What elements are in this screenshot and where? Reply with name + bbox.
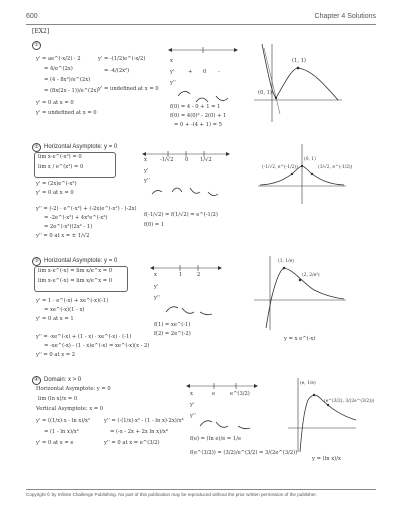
s2-line-1: lim x·e^(-x²) = 0 [38, 154, 82, 160]
s4-line-4: y' = ((1/x)·x - ln x)/x² [36, 418, 91, 424]
s4-graph-label-b: (e^(3/2), 3/(2e^(3/2))) [324, 399, 375, 404]
s2-sign-c2: 0 [185, 157, 189, 163]
s3-line-7: = -xe^(-x) - (1 - x)e^(-x) = xe^(-x)(x - 2) [44, 343, 150, 349]
section-1-number: ① [32, 41, 44, 50]
s1-sign-plus: + [188, 69, 193, 75]
section-3-heading: ③ Horizontal Asymptote: y = 0 [32, 257, 117, 266]
s4-line-1: Horizontal Asymptote: y = 0 [36, 386, 111, 392]
s1-line-5: y' = 0 at x = 0 [36, 100, 74, 106]
s4-sign-c1: e [212, 391, 216, 397]
s2-graph-label-b: (0, 1) [304, 157, 316, 162]
s3-graph-label-b: (2, 2/e²) [302, 273, 320, 278]
s1-sign-ypp: y'' [170, 80, 176, 86]
s4-graph-label-a: (e, 1/e) [300, 381, 316, 386]
s2-graph-label-a: (-1/√2, e^(-1/2)) [262, 165, 298, 170]
s3-sign-ypp: y'' [154, 295, 160, 301]
page-header [26, 12, 376, 25]
s4-sign-chart [186, 380, 258, 440]
s1-table-1: f(0) = 4 - 0 + 1 = 1 [170, 104, 221, 110]
s3-table-1: f(1) = xe^(-1) [154, 322, 191, 328]
s4-line-6: y' = 0 at x = e [36, 440, 74, 446]
s3-line-3: y' = 1 · e^(-x) + xe^(-x)(-1) [36, 298, 109, 304]
exercise-label: [EX2] [32, 28, 50, 35]
s4-graph-caption: y = (ln x)/x [312, 456, 341, 462]
page-number: 600 [26, 13, 38, 20]
s1-graph [254, 44, 344, 124]
s4b-line-3: y'' = 0 at x = e^(3/2) [104, 440, 160, 446]
chapter-title: Chapter 4 Solutions [314, 13, 376, 20]
s2-line-3: y' = (2x)e^(-x²) [36, 181, 77, 187]
s1-sign-yp: y' [170, 69, 175, 75]
s1-graph-label-a: (1, 1) [292, 58, 306, 64]
s1-table-3: = 0 + -(4 + 1) = 5 [174, 122, 222, 128]
s1b-line-1: y' = -(1/2)e^(-x/2) [98, 56, 146, 62]
s2-sign-x: x [144, 157, 147, 163]
s3-sign-chart [150, 262, 222, 328]
s1-sign-zero: 0 [203, 69, 207, 75]
s2-table-1: f(-1/√2) = f(1/√2) = e^(-1/2) [144, 212, 218, 218]
s4-line-3: Vertical Asymptote: x = 0 [36, 406, 104, 412]
s2-line-8: y'' = 0 at x = ± 1/√2 [36, 233, 90, 239]
s2-line-4: y' = 0 at x = 0 [36, 190, 74, 196]
s2-line-7: = 2e^(-x²)(2x² - 1) [44, 224, 93, 230]
s1-table-2: f(0) = 4(0)² - 2(0) + 1 [170, 113, 227, 119]
copyright-footer: Copyright © by Infinite Challenge Publishing. No part of this publication may be reproduced without the prior written permission of the publisher. [26, 489, 376, 497]
s1-line-2: = 4/e^(2x) [44, 66, 73, 72]
s3-line-2: lim x·e^(-x) = lim x/e^x = 0 [38, 278, 113, 284]
s4-graph [288, 378, 358, 454]
s3-line-8: y'' = 0 at x = 2 [36, 352, 76, 358]
s3-graph-caption: y = x e^(-x) [284, 336, 316, 342]
s1b-line-3: y' = undefined at x = 0 [98, 86, 159, 92]
s2-graph-label-c: (1/√2, e^(-1/2)) [318, 165, 353, 170]
s2-line-6: = -2e^(-x²) + 4x²e^(-x²) [44, 215, 108, 221]
s2-line-2: lim x / e^(x²) = 0 [38, 164, 84, 170]
s3-graph [254, 256, 348, 332]
s2-graph [258, 144, 348, 206]
s4-sign-yp: y' [190, 402, 195, 408]
s1-line-6: y' = undefined at x = 0 [36, 110, 97, 116]
s4-sign-x: x [190, 391, 193, 397]
s1-sign-x: x [170, 58, 173, 64]
section-4-heading: ④ Domain: x > 0 [32, 376, 81, 385]
s2-line-5: y'' = (-2) · e^(-x²) + (-2x)e^(-x²) · (-2x) [36, 206, 137, 212]
s3-sign-yp: y' [154, 284, 159, 290]
s4-sign-ypp: y'' [190, 413, 196, 419]
s2-sign-yp: y' [144, 168, 149, 174]
s4-sign-c2: e^(3/2) [230, 391, 250, 397]
s4b-line-2: = (-x - 2x + 2x ln x)/x⁴ [110, 429, 168, 435]
s3-sign-x: x [154, 272, 157, 278]
s3-sign-c2: 2 [197, 272, 201, 278]
s1-line-1: y' = ae^(-x/2) · 2 [36, 56, 81, 62]
s3-line-4: = xe^(-x)(1 - x) [44, 307, 85, 313]
s3-line-1: lim x·e^(-x) = lim x/e^x = 0 [38, 268, 113, 274]
s2-sign-c1: -1/√2 [160, 157, 174, 163]
s2-sign-ypp: y'' [144, 178, 150, 184]
s1b-line-2: = -4/(2x²) [104, 68, 130, 74]
s3-sign-c1: 1 [179, 272, 183, 278]
s4-table-1: f(e) = (ln e)/e = 1/e [190, 436, 242, 442]
s4b-line-1: y'' = (-(1/x)·x² - (1 - ln x)·2x)/x⁴ [104, 418, 184, 424]
s4-table-2: f(e^(3/2)) = (3/2)/e^(3/2) = 3/(2e^(3/2)) [190, 450, 298, 456]
s2-table-2: f(0) = 1 [144, 222, 165, 228]
s4-line-2: lim (ln x)/x = 0 [38, 396, 78, 402]
section-2-heading: ② Horizontal Asymptote: y = 0 [32, 143, 117, 152]
s3-table-2: f(2) = 2e^(-2) [154, 331, 191, 337]
s2-sign-c3: 1/√2 [200, 157, 212, 163]
s1-graph-label-b: (0, 1) [258, 90, 272, 96]
s3-line-6: y'' = -xe^(-x) + (1 - x) · xe^(-x) · (-1) [36, 334, 132, 340]
s3-graph-label-a: (1, 1/e) [278, 259, 294, 264]
s1-line-3: = (4 - 8x²)/e^(2x) [44, 77, 91, 83]
s1-sign-minus: - [218, 69, 220, 75]
s4-line-5: = (1 - ln x)/x² [44, 429, 79, 435]
s1-line-4: = (8x(2x - 1))/e^(2x) [44, 88, 99, 94]
s3-line-5: y' = 0 at x = 1 [36, 316, 74, 322]
